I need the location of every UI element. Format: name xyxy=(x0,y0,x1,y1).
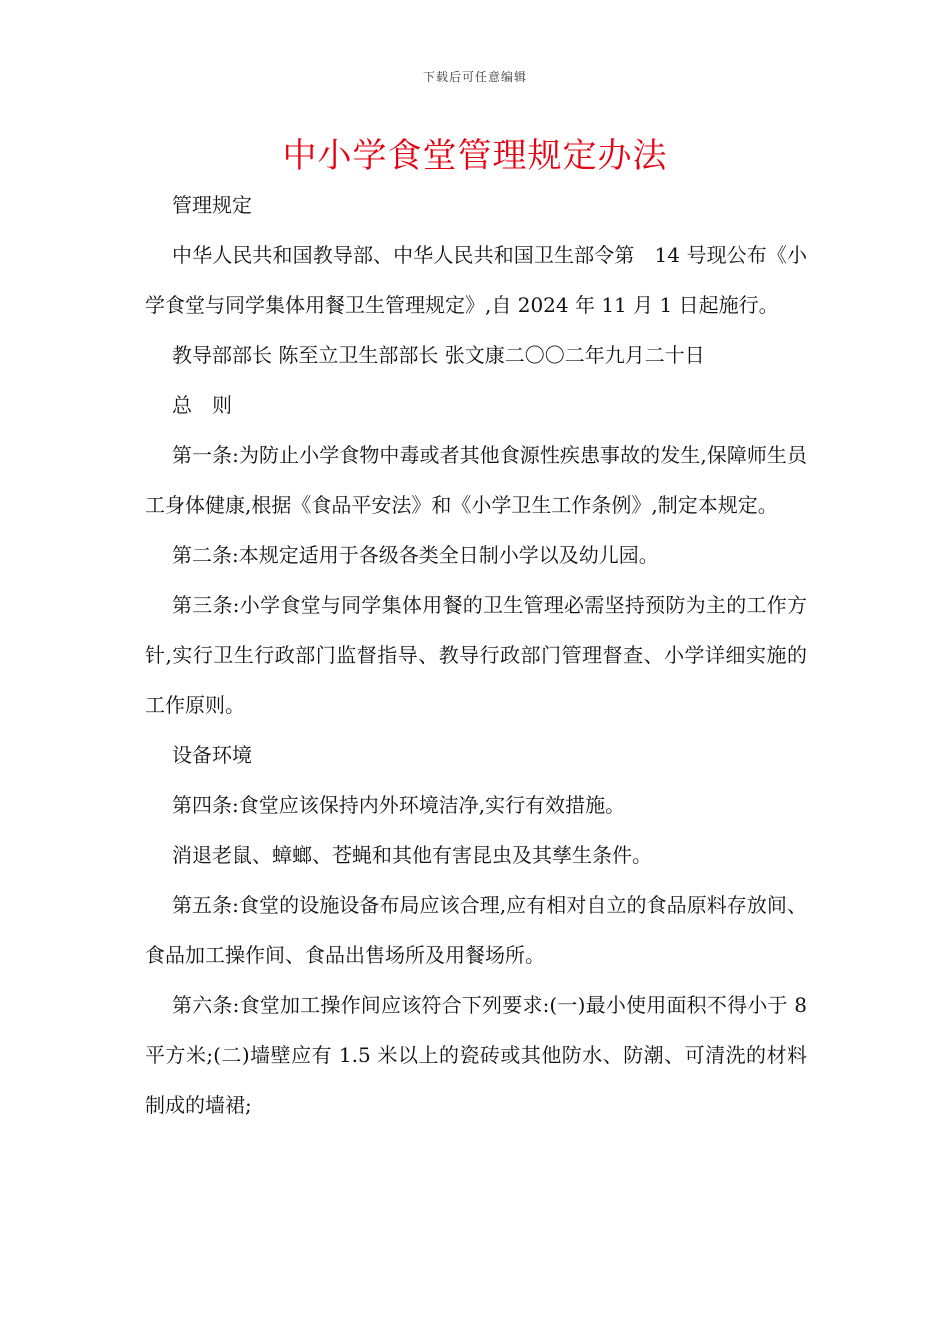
document-body xyxy=(145,180,807,1130)
paragraph-article-6: 第六条:食堂加工操作间应该符合下列要求:(一)最小使用面积不得小于 8 平方米;(二)墙壁应有 1.5 米以上的瓷砖或其他防水、防潮、可清洗的材料制成的墙裙; xyxy=(145,993,807,1117)
header-note: 下载后可任意编辑 xyxy=(422,70,527,84)
document-title: 中小学食堂管理规定办法 xyxy=(282,136,668,176)
paragraph-article-2: 第二条:本规定适用于各级各类全日制小学以及幼儿园。 xyxy=(172,543,659,567)
paragraph-pest-control: 消退老鼠、蟑螂、苍蝇和其他有害昆虫及其孳生条件。 xyxy=(172,843,652,867)
paragraph-signatories: 教导部部长 陈至立卫生部部长 张文康二〇〇二年九月二十日 xyxy=(172,343,705,367)
section-heading-management: 管理规定 xyxy=(172,193,252,217)
section-heading-equipment: 设备环境 xyxy=(172,743,252,767)
paragraph-article-4: 第四条:食堂应该保持内外环境洁净,实行有效措施。 xyxy=(172,793,626,817)
paragraph-article-5: 第五条:食堂的设施设备布局应该合理,应有相对自立的食品原料存放间、食品加工操作间、食品出售场所及用餐场所。 xyxy=(145,893,807,967)
paragraph-article-3: 第三条:小学食堂与同学集体用餐的卫生管理必需坚持预防为主的工作方针,实行卫生行政部门监督指导、教导行政部门管理督查、小学详细实施的工作原则。 xyxy=(145,593,807,717)
paragraph-decree: 中华人民共和国教导部、中华人民共和国卫生部令第 14 号现公布《小学食堂与同学集体用餐卫生管理规定》,自 2024 年 11 月 1 日起施行。 xyxy=(145,243,807,317)
section-heading-general: 总 则 xyxy=(172,393,232,417)
paragraph-article-1: 第一条:为防止小学食物中毒或者其他食源性疾患事故的发生,保障师生员工身体健康,根据《食品平安法》和《小学卫生工作条例》,制定本规定。 xyxy=(145,443,807,517)
